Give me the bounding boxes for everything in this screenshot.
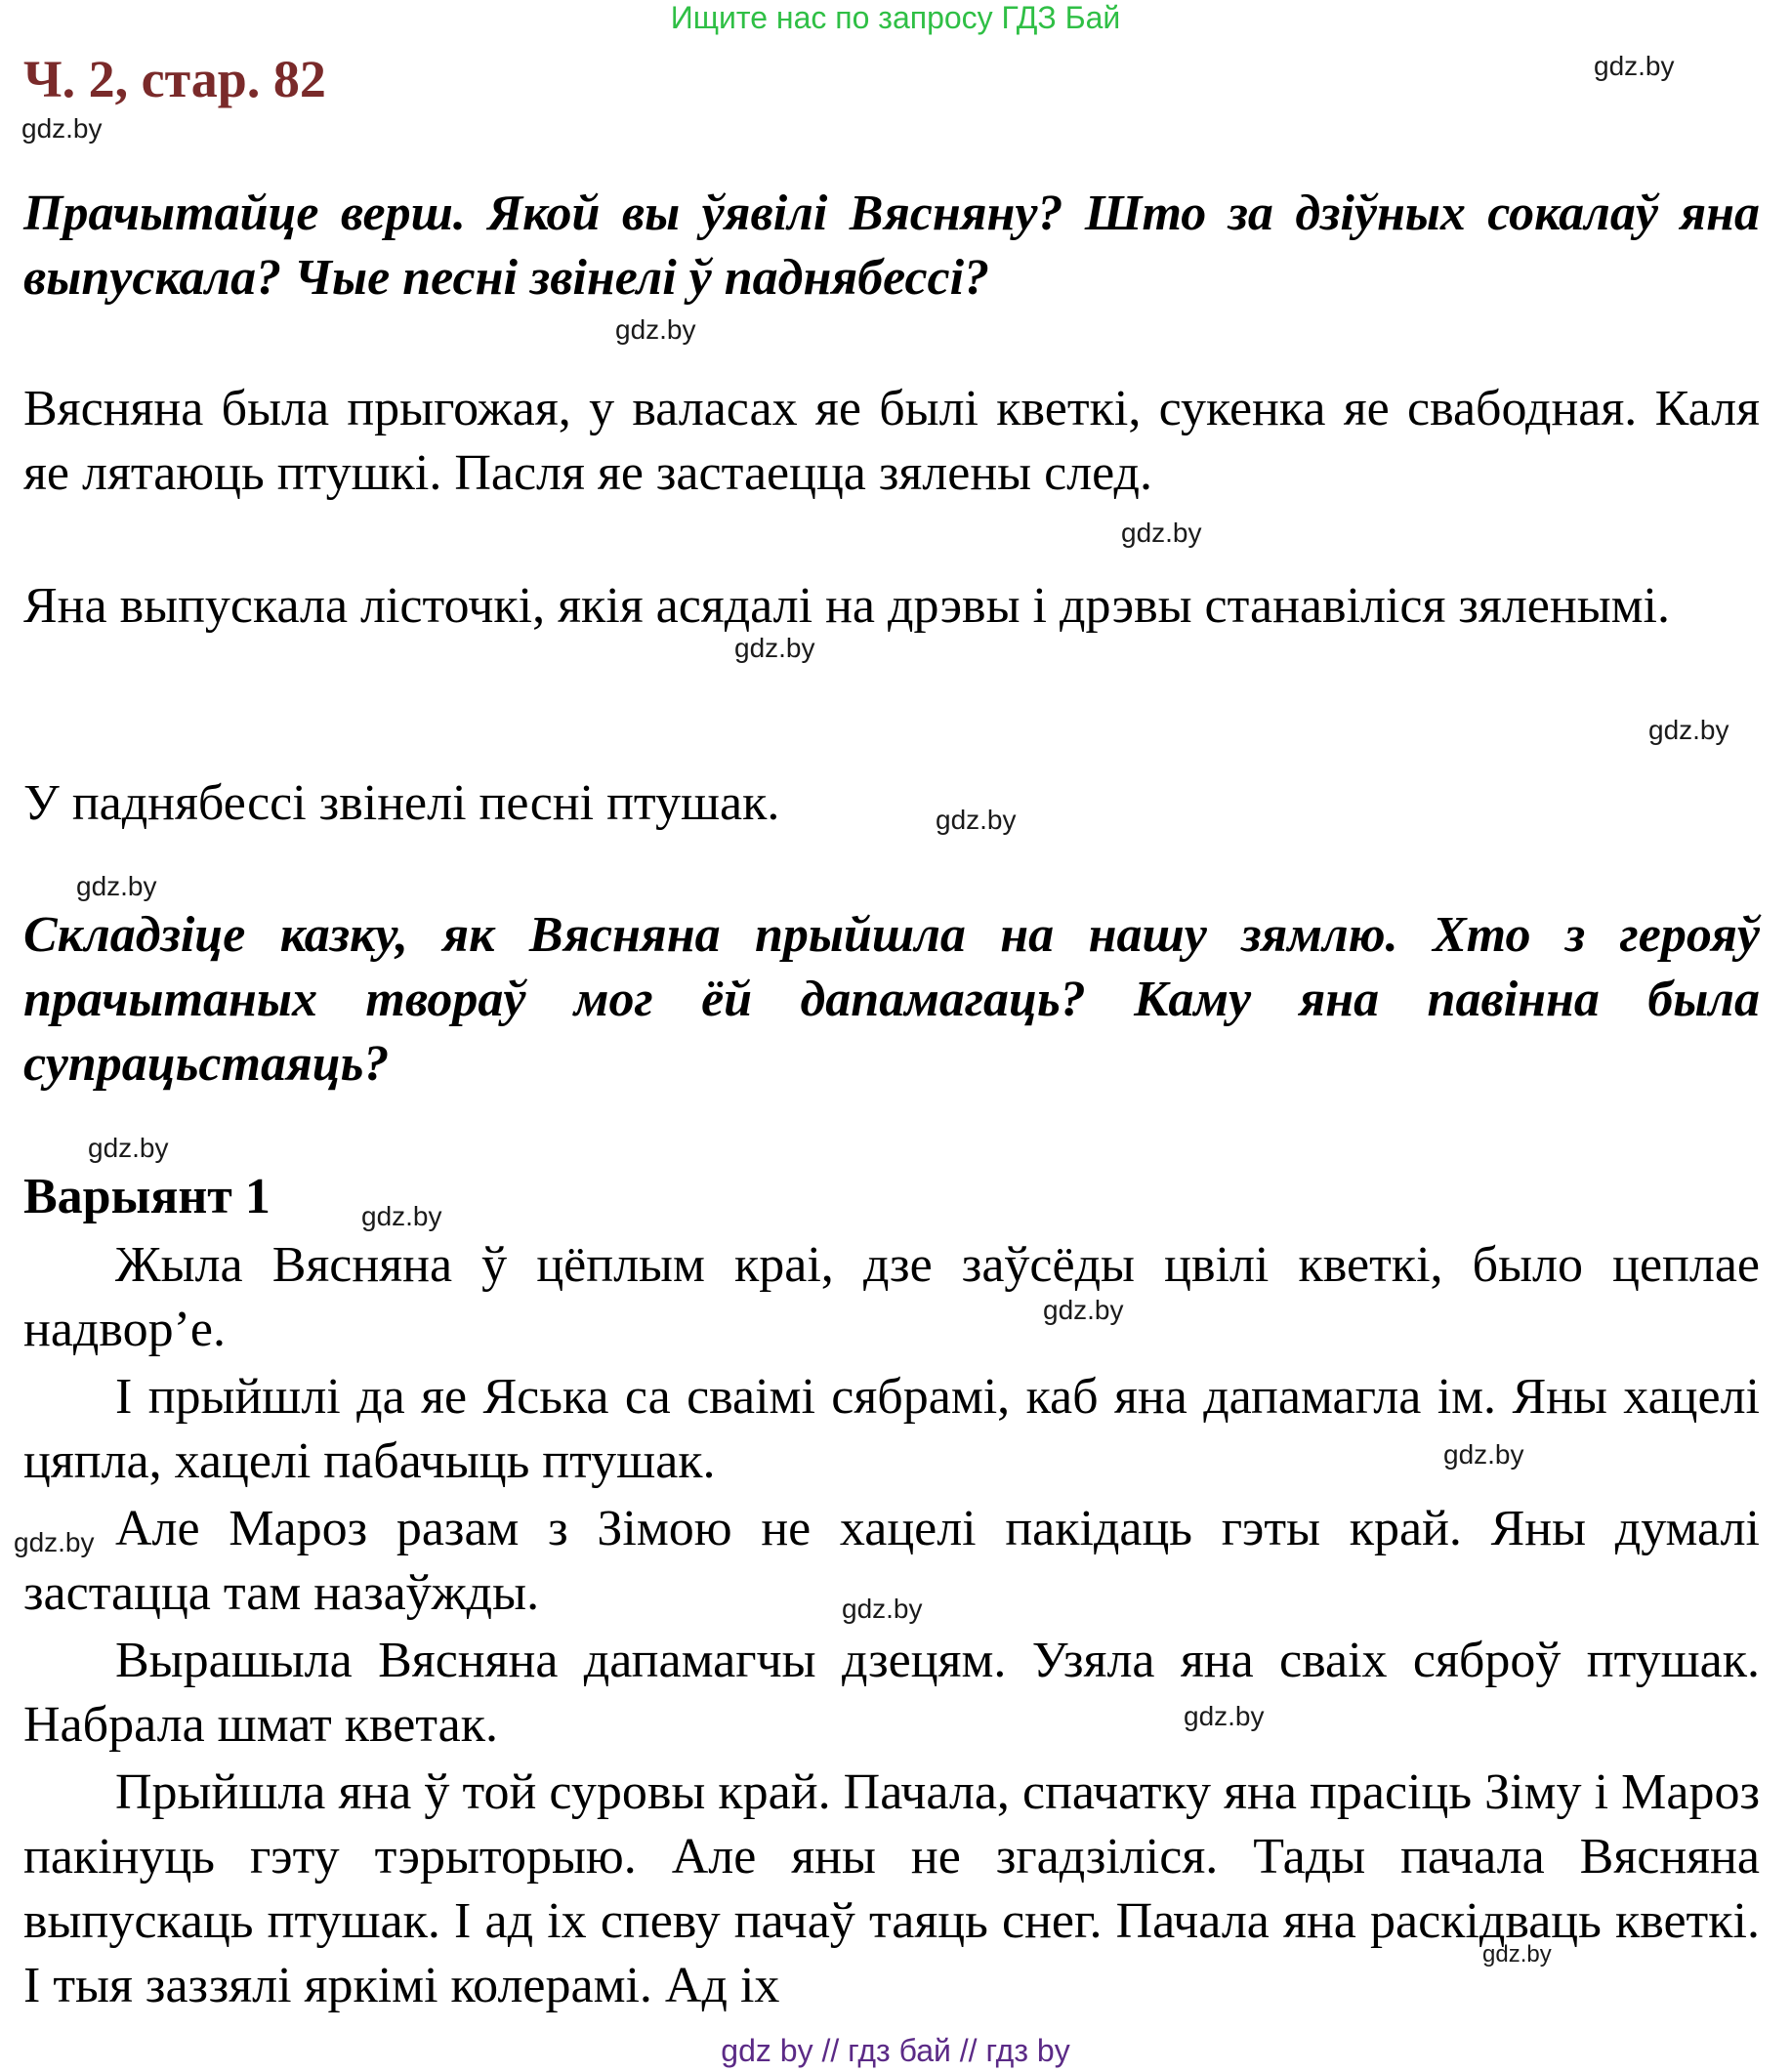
watermark: gdz.by [88,1133,169,1163]
watermark: gdz.by [734,633,815,663]
watermark: gdz.by [1121,518,1202,548]
watermark: gdz.by [361,1201,442,1231]
answer-paragraph-1: Вясняна была прыгожая, у валасах яе былі кветкі, сукенка яе свабодная. Каля яе лятаюць птушкі. Пасля яе застаецца зялены след. [23,381,1760,501]
watermark: gdz.by [1482,1941,1552,1968]
watermark: gdz.by [615,314,696,345]
variant-title: Варыянт 1 [23,1169,271,1224]
question-2: Складзіце казку, як Вясняна прыйшла на нашу зямлю. Хто з герояў прачытаных твораў мог ёй дапамагаць? Каму яна павінна была супрацьстаяць? [23,907,1760,1092]
story-paragraph-3: Але Мароз разам з Зімою не хацелі пакідаць гэты край. Яны думалі застацца там назаўжды. [23,1501,1760,1621]
watermark: gdz.by [1594,51,1675,81]
watermark: gdz.by [1648,715,1729,745]
story-paragraph-4: Вырашыла Вясняна дапамагчы дзецям. Узяла яна сваіх сяброў птушак. Набрала шмат кветак. [23,1633,1760,1753]
watermark: gdz.by [1043,1295,1124,1325]
watermark: gdz.by [936,805,1017,835]
question-1: Прачытайце верш. Якой вы ўявілі Вясняну? Што за дзіўных сокалаў яна выпускала? Чые песні звінелі ў паднябессі? [23,186,1760,306]
watermark: gdz.by [842,1594,923,1624]
story-paragraph-1: Жыла Вясняна ў цёплым краі, дзе заўсёды цвілі кветкі, было цеплае надвор’е. [23,1237,1760,1357]
answer-paragraph-2: Яна выпускала лісточкі, якія асядалі на дрэвы і дрэвы станавіліся зяленымі. [23,578,1670,634]
watermark: gdz.by [1443,1439,1524,1470]
page-heading: Ч. 2, стар. 82 [23,50,326,108]
answer-paragraph-3: У паднябессі звінелі песні птушак. [23,775,780,831]
watermark: gdz.by [21,113,103,144]
watermark: gdz.by [76,871,157,901]
story-paragraph-2: І прыйшлі да яе Яська са сваімі сябрамі, каб яна дапамагла ім. Яны хацелі цяпла, хацелі пабачыць птушак. [23,1369,1760,1489]
watermark: gdz.by [14,1527,95,1557]
story-paragraph-5: Прыйшла яна ў той суровы край. Пачала, спачатку яна прасіць Зіму і Мароз пакінуць гэту тэрыторыю. Але яны не згадзіліся. Тады пачала Вясняна выпускаць птушак. І ад іх спеву пачаў таяць снег. Пачала яна раскідваць кветкі. І тыя заззялі яркімі колерамі. Ад іх [23,1764,1760,2013]
top-banner: Ищите нас по запросу ГДЗ Бай [670,0,1121,35]
watermark: gdz.by [1184,1701,1265,1731]
footer-watermark: gdz by // гдз бай // гдз by [721,2033,1070,2068]
